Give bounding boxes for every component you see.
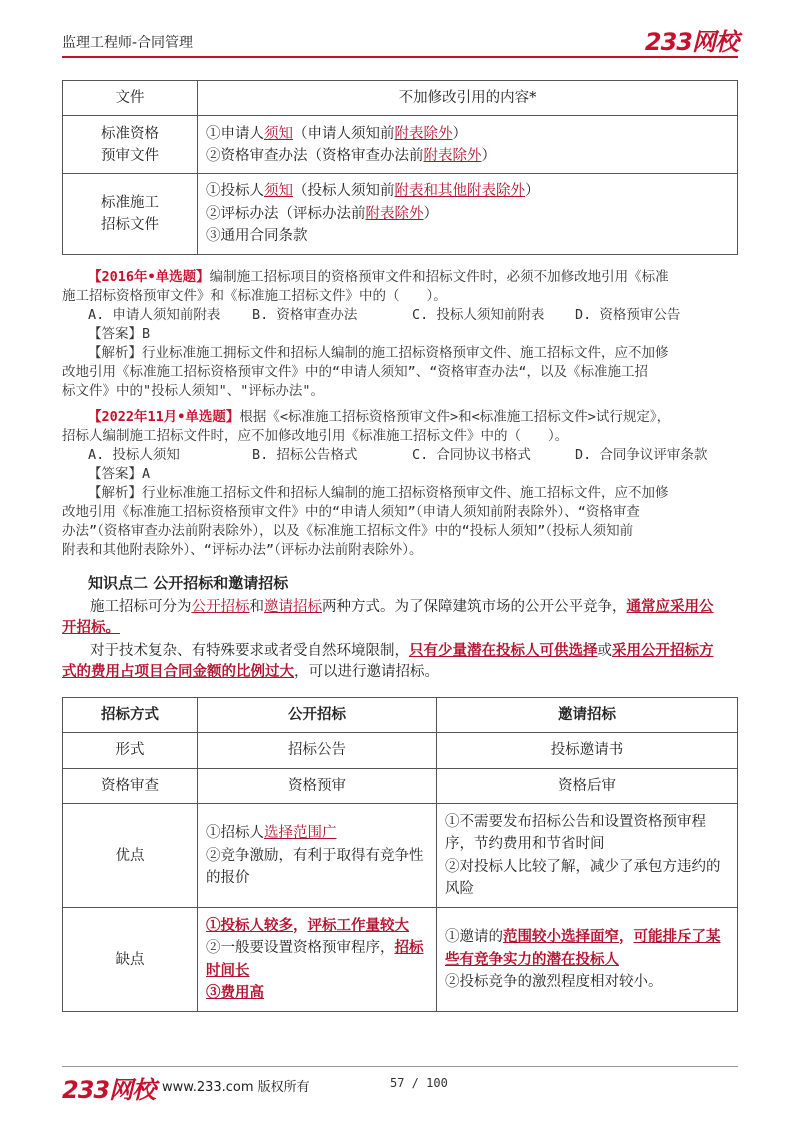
header-title: 监理工程师-合同管理 [62, 35, 194, 51]
brand-logo: 233网校 [644, 28, 738, 56]
table-header: 招标方式 [63, 698, 198, 733]
footer-divider [62, 1066, 738, 1067]
content-item: ②评标办法（评标办法前附表除外） [206, 205, 438, 222]
row-name-prequal: 标准资格 预审文件 [63, 116, 198, 174]
options: A. 投标人须知 B. 招标公告格式 C. 合同协议书格式 D. 合同争议评审条款 [88, 447, 708, 463]
section-title: 知识点二 公开招标和邀请招标 [88, 574, 289, 592]
answer: 【答案】B [88, 326, 151, 342]
answer: 【答案】A [88, 466, 151, 482]
open-disadvantages: ①投标人较多，评标工作量较大 ②一般要设置资格预审程序，招标时间长 ③费用高 [198, 908, 437, 1012]
header-divider [62, 56, 738, 58]
paragraph-bidding-types: 施工招标可分为公开招标和邀请招标两种方式。为了保障建筑市场的公开公平竞争，通常应采用公 开招标。 [62, 599, 714, 636]
table-row: 缺点 ①投标人较多，评标工作量较大 ②一般要设置资格预审程序，招标时间长 ③费用高 ①邀请的范围较小选择面窄，可能排斥了某些有竞争实力的潜在投标人 ②投标竞争的激烈程度相对较小。 [63, 908, 738, 1012]
row-content-prequal [198, 116, 738, 174]
table-row [63, 698, 738, 733]
question-2022: 【2022年11月•单选题】根据《<标准施工招标资格预审文件>和<标准施工招标文件>试行规定》， 招标人编制施工招标文件时，应不加修改地引用《标准施工招标文件》中的（ ）。 A. 投标人须知 B. 招标公告格式 C. 合同协议书格式 D. 合同争议评审条款 【答案】A 【解析】行业标准施工招标文件和招标人编制的施工招标资格预审文件、施工招标文件，应不加修 改地引用《标准施工招标资格预审文件》中的“申请人须知”（申请人须知前附表除外）、“资格审查 办法”（资格审查办法前附表除外），以及《标准施工招标文件》中的“投标人须知”（投标人须知前 附表和其他附表除外）、“评标办法”（评标办法前附表除外）。 [88, 408, 738, 560]
page-number: 57 / 100 [390, 1076, 448, 1090]
table-header-content: 不加修改引用的内容* [198, 81, 738, 116]
content-item: ①投标人须知（投标人须知前附表和其他附表除外） [206, 183, 540, 200]
options: A. 申请人须知前附表 B. 资格审查办法 C. 投标人须知前附表 D. 资格预审公告 [88, 307, 681, 323]
content-item: ①申请人须知（申请人须知前附表除外） [206, 125, 467, 142]
table-header: 公开招标 [198, 698, 437, 733]
row-name-tender: 标准施工 招标文件 [63, 174, 198, 254]
content-item: ③通用合同条款 [206, 228, 308, 245]
table-row: 优点 ①招标人选择范围广 ②竞争激励，有利于取得有竞争性的报价 ①不需要发布招标公告和设置资格预审程序，节约费用和节省时间 ②对投标人比较了解，减少了承包方违约的风险 [63, 804, 738, 908]
footer-logo: 233网校 [62, 1076, 156, 1104]
table-row [63, 116, 738, 174]
question-tag: 【2016年•单选题】 [88, 269, 210, 285]
open-advantages: ①招标人选择范围广 ②竞争激励，有利于取得有竞争性的报价 [198, 804, 437, 908]
table-header-file: 文件 [63, 81, 198, 116]
invite-disadvantages: ①邀请的范围较小选择面窄，可能排斥了某些有竞争实力的潜在投标人 ②投标竞争的激烈程度相对较小。 [437, 908, 738, 1012]
content-item: ②资格审查办法（资格审查办法前附表除外） [206, 147, 496, 164]
paragraph-invite-conditions: 对于技术复杂、有特殊要求或者受自然环境限制，只有少量潜在投标人可供选择或采用公开招标方 式的费用占项目合同金额的比例过大，可以进行邀请招标。 [62, 643, 714, 680]
reference-table [62, 80, 738, 255]
table-row: 资格审查 资格预审 资格后审 [63, 768, 738, 803]
copyright: www.233.com 版权所有 [162, 1080, 310, 1095]
question-tag: 【2022年11月•单选题】 [88, 409, 240, 425]
invite-advantages: ①不需要发布招标公告和设置资格预审程序，节约费用和节省时间 ②对投标人比较了解，减少了承包方违约的风险 [437, 804, 738, 908]
table-header: 邀请招标 [437, 698, 738, 733]
table-row [63, 174, 738, 254]
table-row: 形式 招标公告 投标邀请书 [63, 733, 738, 768]
comparison-table [62, 697, 738, 1012]
question-2016: 【2016年•单选题】编制施工招标项目的资格预审文件和招标文件时，必须不加修改地引用《标准 施工招标资格预审文件》和《标准施工招标文件》中的（ ）。 A. 申请人须知前附表 B. 资格审查办法 C. 投标人须知前附表 D. 资格预审公告 【答案】B 【解析】行业标准施工拥标文件和招标人编制的施工招标资格预审文件、施工招标文件，应不加修 改地引用《标准施工招标资格预审文件》中的“申请人须知”、“资格审查办法“，以及《标准施工招 标文件》中的"投标人须知"、"评标办法"。 [88, 268, 738, 401]
row-content-tender [198, 174, 738, 254]
